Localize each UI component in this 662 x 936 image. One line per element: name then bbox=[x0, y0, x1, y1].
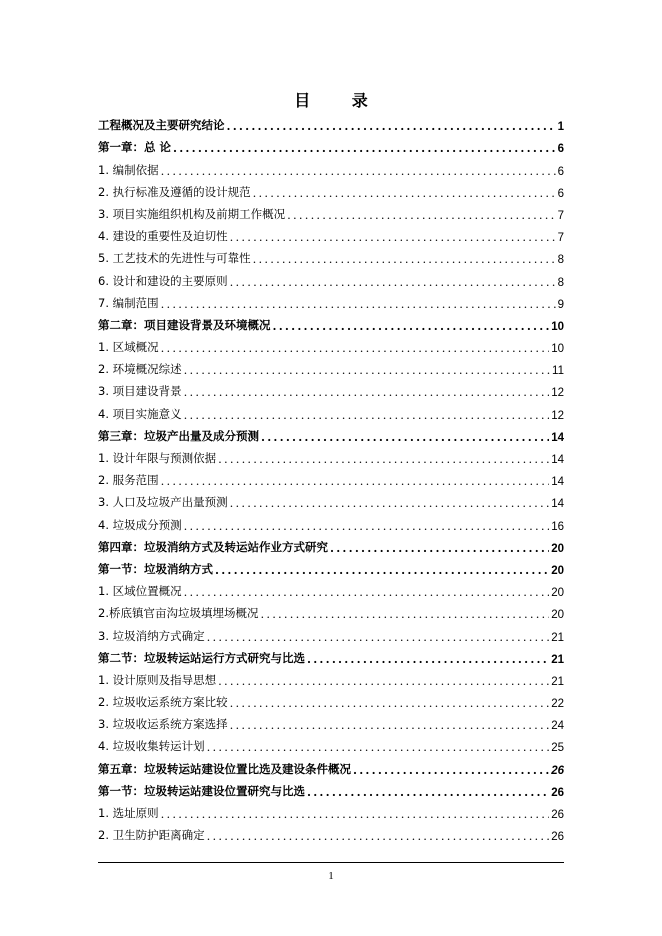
toc-entry-page-number: 10 bbox=[551, 320, 564, 333]
toc-dot-leader bbox=[218, 452, 549, 466]
toc-entry-page-number: 12 bbox=[551, 409, 564, 422]
toc-dot-leader bbox=[161, 474, 550, 488]
toc-heading-entry[interactable] bbox=[98, 133, 564, 155]
toc-entry-label: 2. 垃圾收运系统方案比较 bbox=[98, 695, 228, 710]
toc-entry-page-number: 20 bbox=[551, 564, 564, 577]
toc-entry-label: 3. 项目实施组织机构及前期工作概况 bbox=[98, 206, 286, 221]
toc-entry-label: 第四章：垃圾消纳方式及转运站作业方式研究 bbox=[98, 539, 328, 554]
toc-entry-label: 1. 区域位置概况 bbox=[98, 584, 182, 599]
toc-entry-page-number: 1 bbox=[557, 121, 564, 134]
toc-entry-label: 4. 垃圾收集转运计划 bbox=[98, 739, 205, 754]
toc-entry[interactable] bbox=[98, 178, 564, 200]
toc-entry-label: 2. 服务范围 bbox=[98, 473, 159, 488]
toc-dot-leader bbox=[161, 341, 550, 355]
toc-entry-label: 3. 垃圾消纳方式确定 bbox=[98, 628, 205, 643]
toc-entry-page-number: 21 bbox=[551, 631, 564, 644]
toc-entry[interactable] bbox=[98, 666, 564, 688]
toc-dot-leader bbox=[273, 319, 550, 333]
toc-dot-leader bbox=[207, 829, 550, 843]
toc-dot-leader bbox=[184, 585, 550, 599]
toc-entry-page-number: 26 bbox=[551, 831, 564, 844]
toc-entry-page-number: 20 bbox=[551, 542, 564, 555]
toc-entry-label: 4. 垃圾成分预测 bbox=[98, 517, 182, 532]
toc-heading-entry[interactable] bbox=[98, 533, 564, 555]
toc-dot-leader bbox=[261, 430, 549, 444]
toc-entry-label: 第二章：项目建设背景及环境概况 bbox=[98, 317, 271, 332]
toc-entry-label: 第一节：垃圾消纳方式 bbox=[98, 561, 213, 576]
toc-heading-entry[interactable] bbox=[98, 644, 564, 666]
toc-entry-label: 3. 人口及垃圾产出量预测 bbox=[98, 495, 228, 510]
toc-entry-label: 4. 项目实施意义 bbox=[98, 406, 182, 421]
toc-dot-leader bbox=[218, 674, 549, 688]
toc-entry-label: 第一节：垃圾转运站建设位置研究与比选 bbox=[98, 783, 305, 798]
toc-dot-leader bbox=[227, 119, 556, 133]
toc-dot-leader bbox=[161, 807, 550, 821]
toc-entry-label: 3. 垃圾收运系统方案选择 bbox=[98, 717, 228, 732]
toc-dot-leader bbox=[184, 385, 550, 399]
toc-heading-entry[interactable] bbox=[98, 422, 564, 444]
toc-entry[interactable] bbox=[98, 599, 564, 621]
toc-entry[interactable] bbox=[98, 155, 564, 177]
page-number: 1 bbox=[328, 870, 334, 882]
toc-entry-page-number: 14 bbox=[551, 498, 564, 511]
toc-entry-page-number: 7 bbox=[557, 209, 564, 222]
toc-entry-page-number: 24 bbox=[551, 720, 564, 733]
toc-entry-label: 1. 区域概况 bbox=[98, 340, 159, 355]
toc-entry-page-number: 9 bbox=[557, 298, 564, 311]
toc-entry-label: 2. 环境概况综述 bbox=[98, 362, 182, 377]
toc-dot-leader bbox=[230, 718, 550, 732]
toc-entry-label: 1. 设计年限与预测依据 bbox=[98, 451, 217, 465]
toc-entry-label: 1. 编制依据 bbox=[98, 162, 159, 177]
toc-entry-label: 4. 建设的重要性及迫切性 bbox=[98, 229, 228, 244]
toc-entry[interactable] bbox=[98, 333, 564, 355]
toc-entry-page-number: 7 bbox=[557, 232, 564, 245]
toc-dot-leader bbox=[230, 696, 550, 710]
toc-title: 目 录 bbox=[294, 91, 386, 110]
toc-entry[interactable] bbox=[98, 488, 564, 510]
toc-entry-label: 第五章：垃圾转运站建设位置比选及建设条件概况 bbox=[98, 761, 351, 776]
toc-dot-leader bbox=[207, 740, 550, 754]
toc-entry-label: 第二节：垃圾转运站运行方式研究与比选 bbox=[98, 650, 305, 665]
toc-entry-page-number: 11 bbox=[552, 365, 564, 378]
toc-entry[interactable] bbox=[98, 289, 564, 311]
toc-dot-leader bbox=[184, 408, 550, 422]
toc-entry-page-number: 22 bbox=[551, 698, 564, 711]
toc-entry-label: 2. 执行标准及遵循的设计规范 bbox=[98, 184, 251, 199]
toc-entry-label: 1. 设计原则及指导思想 bbox=[98, 672, 217, 687]
toc-entry[interactable] bbox=[98, 466, 564, 488]
toc-entry[interactable] bbox=[98, 377, 564, 399]
toc-entry-page-number: 8 bbox=[557, 276, 564, 289]
toc-dot-leader bbox=[161, 297, 556, 311]
toc-entry[interactable] bbox=[98, 444, 564, 466]
toc-entry-label: 7. 编制范围 bbox=[98, 295, 159, 310]
toc-entry-page-number: 20 bbox=[551, 609, 564, 622]
toc-dot-leader bbox=[161, 164, 556, 178]
toc-entry-page-number: 20 bbox=[551, 587, 564, 600]
toc-entry[interactable] bbox=[98, 732, 564, 754]
toc-entry[interactable] bbox=[98, 621, 564, 643]
toc-dot-leader bbox=[230, 230, 556, 244]
toc-dot-leader bbox=[215, 563, 549, 577]
toc-entry-page-number: 25 bbox=[551, 742, 564, 755]
toc-entry-page-number: 12 bbox=[551, 387, 564, 400]
toc-heading-entry[interactable] bbox=[98, 754, 564, 776]
toc-heading-entry[interactable] bbox=[98, 311, 564, 333]
toc-dot-leader bbox=[253, 252, 556, 266]
toc-entry-label: 第三章：垃圾产出量及成分预测 bbox=[98, 428, 259, 443]
toc-dot-leader bbox=[253, 186, 556, 200]
toc-dot-leader bbox=[260, 607, 549, 621]
toc-entry[interactable] bbox=[98, 399, 564, 421]
toc-entry-page-number: 21 bbox=[551, 675, 564, 688]
toc-entry-page-number: 26 bbox=[551, 809, 564, 821]
toc-entry[interactable] bbox=[98, 799, 564, 821]
toc-heading-entry[interactable] bbox=[98, 111, 564, 133]
toc-entry-page-number: 6 bbox=[557, 187, 564, 200]
toc-entry-page-number: 26 bbox=[551, 786, 564, 799]
toc-dot-leader bbox=[173, 141, 556, 155]
toc-entry-label: 2.桥底镇官亩沟垃圾填埋场概况 bbox=[98, 606, 259, 621]
toc-dot-leader bbox=[307, 652, 549, 666]
toc-entry-label: 5. 工艺技术的先进性与可靠性 bbox=[98, 251, 251, 266]
toc-entry-page-number: 14 bbox=[551, 476, 564, 489]
toc-dot-leader bbox=[230, 275, 556, 289]
toc-dot-leader bbox=[307, 785, 549, 799]
footer-divider bbox=[98, 862, 564, 863]
toc-entry-label: 1. 选址原则 bbox=[98, 806, 159, 820]
toc-entry-page-number: 6 bbox=[557, 165, 564, 178]
toc-dot-leader bbox=[230, 496, 550, 510]
toc-dot-leader bbox=[184, 363, 550, 377]
toc-entry-label: 6. 设计和建设的主要原则 bbox=[98, 273, 228, 288]
toc-entry[interactable] bbox=[98, 200, 564, 222]
toc-entry-page-number: 6 bbox=[557, 143, 564, 156]
toc-entry-label: 2. 卫生防护距离确定 bbox=[98, 828, 205, 843]
toc-entry-page-number: 26 bbox=[551, 764, 564, 777]
toc-entry[interactable] bbox=[98, 710, 564, 732]
toc-dot-leader bbox=[207, 630, 550, 644]
toc-entry-page-number: 14 bbox=[551, 454, 564, 466]
toc-entry[interactable] bbox=[98, 510, 564, 532]
toc-entry[interactable] bbox=[98, 244, 564, 266]
toc-dot-leader bbox=[330, 541, 549, 555]
toc-entry-label: 第一章：总 论 bbox=[98, 140, 172, 155]
toc-entry-page-number: 14 bbox=[551, 431, 564, 444]
toc-entry-page-number: 10 bbox=[551, 343, 564, 356]
toc-dot-leader bbox=[353, 763, 549, 777]
toc-entry[interactable] bbox=[98, 222, 564, 244]
toc-heading-entry[interactable] bbox=[98, 777, 564, 799]
toc-entry-page-number: 16 bbox=[551, 520, 564, 533]
toc-entry-label: 3. 项目建设背景 bbox=[98, 384, 182, 399]
toc-dot-leader bbox=[184, 519, 550, 533]
toc-entry[interactable] bbox=[98, 266, 564, 288]
table-of-contents bbox=[98, 111, 564, 843]
toc-entry[interactable] bbox=[98, 355, 564, 377]
toc-heading-entry[interactable] bbox=[98, 555, 564, 577]
toc-entry-page-number: 21 bbox=[551, 653, 564, 666]
toc-entry[interactable] bbox=[98, 821, 564, 843]
toc-dot-leader bbox=[287, 208, 555, 222]
toc-entry-page-number: 8 bbox=[557, 254, 564, 267]
toc-entry[interactable] bbox=[98, 688, 564, 710]
toc-entry[interactable] bbox=[98, 577, 564, 599]
toc-entry-label: 工程概况及主要研究结论 bbox=[98, 118, 225, 133]
